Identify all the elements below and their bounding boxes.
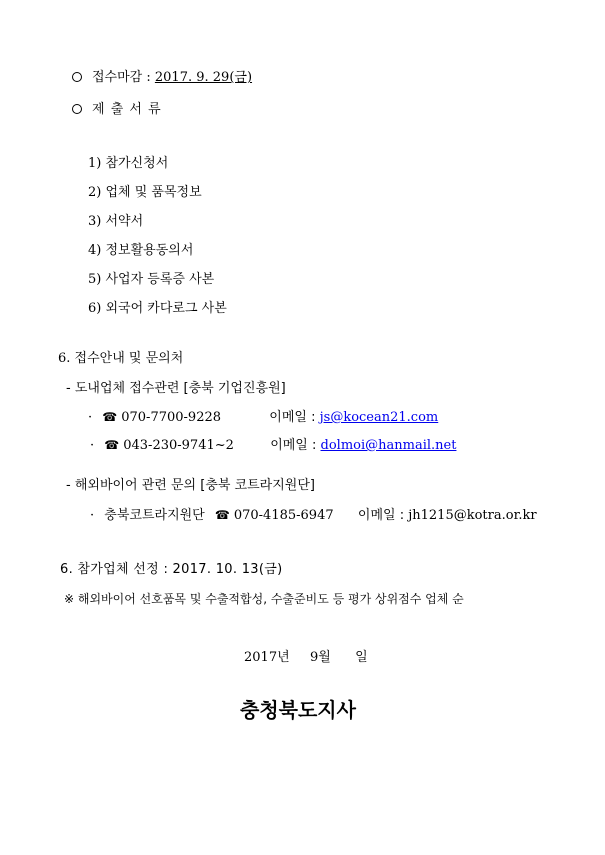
phone-number: 070-7700-9228 (121, 410, 222, 425)
local-inquiry-title: - 도내업체 접수관련 [충북 기업진흥원] (66, 381, 286, 396)
selection-heading: 6. 참가업체 선정 : 2017. 10. 13(금) (60, 562, 283, 577)
phone-icon: ☎ (102, 410, 118, 424)
local-contact-row (90, 437, 456, 454)
overseas-contact-row (90, 507, 537, 524)
document-item: 1) 참가신청서 (88, 156, 169, 171)
date-month: 9월 (309, 650, 331, 665)
documents-heading-line (72, 102, 162, 118)
document-item: 2) 업체 및 품목정보 (88, 185, 202, 200)
document-item: 4) 정보활용동의서 (88, 243, 194, 258)
email-link[interactable]: dolmoi@hanmail.net (320, 438, 457, 453)
circle-bullet-icon (72, 72, 82, 82)
deadline-label: 접수마감 : (92, 70, 151, 85)
documents-heading: 제 출 서 류 (92, 102, 162, 117)
email-label: 이메일 : (269, 410, 316, 425)
phone-icon: ☎ (104, 438, 120, 452)
circle-bullet-icon (72, 104, 82, 114)
signature: 충청북도지사 (240, 698, 356, 722)
email-label: 이메일 : (357, 508, 405, 523)
date-year: 2017년 (244, 650, 290, 665)
document-item: 3) 서약서 (88, 214, 144, 229)
email-label: 이메일 : (270, 438, 317, 453)
phone-number: 070-4185-6947 (233, 508, 334, 523)
document-item: 5) 사업자 등록증 사본 (88, 272, 215, 287)
bullet: · (90, 438, 95, 453)
bullet: · (90, 508, 95, 523)
date-day: 일 (355, 650, 368, 665)
document-item: 6) 외국어 카다로그 사본 (88, 301, 227, 316)
email-link[interactable]: js@kocean21.com (319, 410, 439, 425)
email-address: jh1215@kotra.or.kr (408, 508, 537, 523)
overseas-inquiry-title: - 해외바이어 관련 문의 [충북 코트라지원단] (66, 478, 315, 493)
org-name: 충북코트라지원단 (104, 508, 205, 523)
phone-icon: ☎ (214, 508, 230, 522)
inquiry-heading: 6. 접수안내 및 문의처 (58, 351, 184, 366)
deadline-date: 2017. 9. 29(금) (154, 70, 253, 85)
deadline-line (72, 70, 252, 86)
document-date (244, 650, 368, 666)
bullet: · (88, 410, 93, 425)
phone-number: 043-230-9741~2 (123, 438, 234, 453)
selection-note: ※ 해외바이어 선호품목 및 수출적합성, 수출준비도 등 평가 상위점수 업체 순 (64, 592, 464, 606)
local-contact-row (88, 409, 438, 426)
